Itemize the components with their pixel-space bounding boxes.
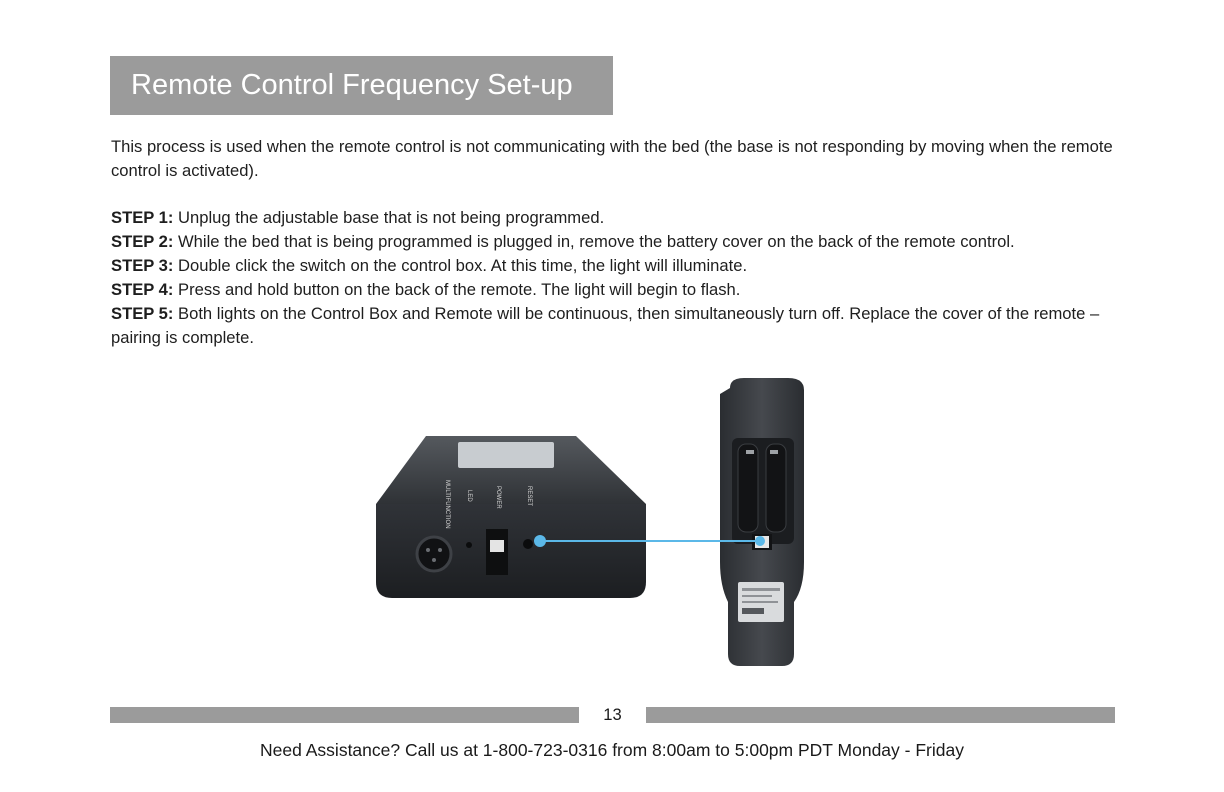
step-label: STEP 4: <box>111 280 174 299</box>
connector-dot-remote <box>755 536 765 546</box>
assistance-contact-line: Need Assistance? Call us at 1-800-723-0316 from 8:00am to 5:00pm PDT Monday - Friday <box>260 740 964 760</box>
led-indicator <box>466 542 472 548</box>
step-label: STEP 3: <box>111 256 174 275</box>
box-label-led: LED <box>466 490 472 502</box>
box-label-reset: RESET <box>526 486 532 507</box>
step-4 <box>111 278 1121 302</box>
step-text: Unplug the adjustable base that is not being programmed. <box>173 208 605 227</box>
reset-button <box>523 539 533 549</box>
step-2 <box>111 230 1121 254</box>
control-box <box>376 436 646 598</box>
step-5 <box>111 302 1121 350</box>
intro-paragraph: This process is used when the remote control is not communicating with the bed (the base is not responding by moving when the remote control is activated). <box>111 137 1113 180</box>
box-label-multifunction: MULTIFUNCTION <box>444 480 450 529</box>
multifunction-port <box>417 537 451 571</box>
step-text: Press and hold button on the back of the remote. The light will begin to flash. <box>173 280 741 299</box>
box-label-sticker <box>458 442 554 468</box>
footer-rule-left <box>110 707 579 723</box>
step-label: STEP 1: <box>111 208 174 227</box>
step-text: While the bed that is being programmed is plugged in, remove the battery cover on the back of the remote control. <box>173 232 1015 251</box>
footer-rule-right <box>646 707 1115 723</box>
step-label: STEP 2: <box>111 232 174 251</box>
step-1 <box>111 206 1121 230</box>
step-label: STEP 5: <box>111 304 174 323</box>
control-box-remote-illustration <box>368 376 818 668</box>
step-3 <box>111 254 1121 278</box>
connector-dot-box <box>534 535 546 547</box>
remote-control <box>720 378 804 666</box>
step-text: Double click the switch on the control box. At this time, the light will illuminate. <box>173 256 748 275</box>
steps-list <box>111 206 1121 350</box>
step-text: Both lights on the Control Box and Remote will be continuous, then simultaneously turn off. Replace the cover of the remote – pairing is complete. <box>111 304 1100 347</box>
page-number: 13 <box>603 705 622 724</box>
page-title: Remote Control Frequency Set-up <box>110 56 613 115</box>
box-label-power: POWER <box>495 486 501 509</box>
